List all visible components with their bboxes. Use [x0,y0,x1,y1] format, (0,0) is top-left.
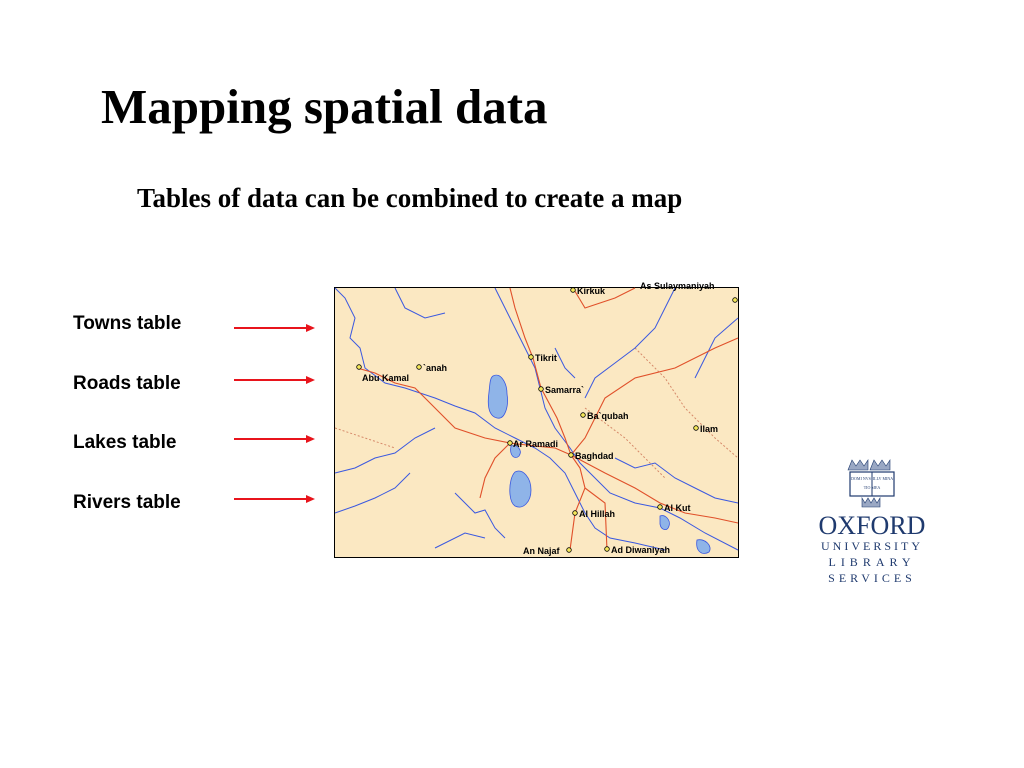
svg-text:TIO MEA: TIO MEA [863,485,881,490]
town-samarra [539,385,584,395]
logo-services: SERVICES [828,571,916,585]
rivers-arrow-icon [232,494,316,504]
town-tikrit [529,353,557,363]
town-anah [417,363,447,373]
roads-arrow-icon [232,375,316,385]
svg-text:Al Kut: Al Kut [664,503,691,513]
borders [335,348,738,478]
svg-text:Tikrit: Tikrit [535,353,557,363]
svg-text:`anah: `anah [423,363,448,373]
town-kirkuk [571,286,606,296]
svg-text:As Sulaymaniyah: As Sulaymaniyah [640,281,715,291]
oxford-university-library-services-logo [812,456,932,588]
town-ar-ramadi [508,439,558,449]
rivers-table-label: Rivers table [73,492,181,513]
towns-arrow-icon [232,323,316,333]
crest-icon [848,460,894,507]
svg-text:Baghdad: Baghdad [575,451,614,461]
town-an-najaf [523,546,571,556]
iraq-map [334,281,739,558]
svg-text:Al Hillah: Al Hillah [579,509,616,519]
svg-text:Ad Diwaniyah: Ad Diwaniyah [611,545,671,555]
town-baghdad [569,451,614,461]
svg-text:Ar Ramadi: Ar Ramadi [513,439,559,449]
town-ad-diwaniyah [605,545,670,555]
logo-library: LIBRARY [828,555,916,569]
lakes-arrow-icon [232,434,316,444]
roads-table-label: Roads table [73,373,181,394]
towns [357,281,738,556]
town-as-sulaymaniyah [640,281,737,302]
town-ilam [694,424,718,434]
svg-text:ILLV MINA: ILLV MINA [872,476,894,481]
lakes-table-label: Lakes table [73,432,177,453]
svg-text:An Najaf: An Najaf [523,546,560,556]
logo-university: UNIVERSITY [821,539,923,553]
lakes [488,375,710,553]
svg-text:Samarra`: Samarra` [545,385,585,395]
svg-text:Abu Kamal: Abu Kamal [362,373,410,383]
svg-text:Ilam: Ilam [700,424,719,434]
svg-text:Kirkuk: Kirkuk [577,286,606,296]
town-baqubah [581,411,629,421]
slide-subtitle: Tables of data can be combined to create a map [137,183,683,213]
towns-table-label: Towns table [73,313,182,334]
svg-text:Ba`qubah: Ba`qubah [587,411,629,421]
slide-title: Mapping spatial data [101,79,548,134]
logo-oxford: OXFORD [818,511,926,540]
svg-text:DOMI NVS: DOMI NVS [851,476,871,481]
town-al-hillah [573,509,615,519]
